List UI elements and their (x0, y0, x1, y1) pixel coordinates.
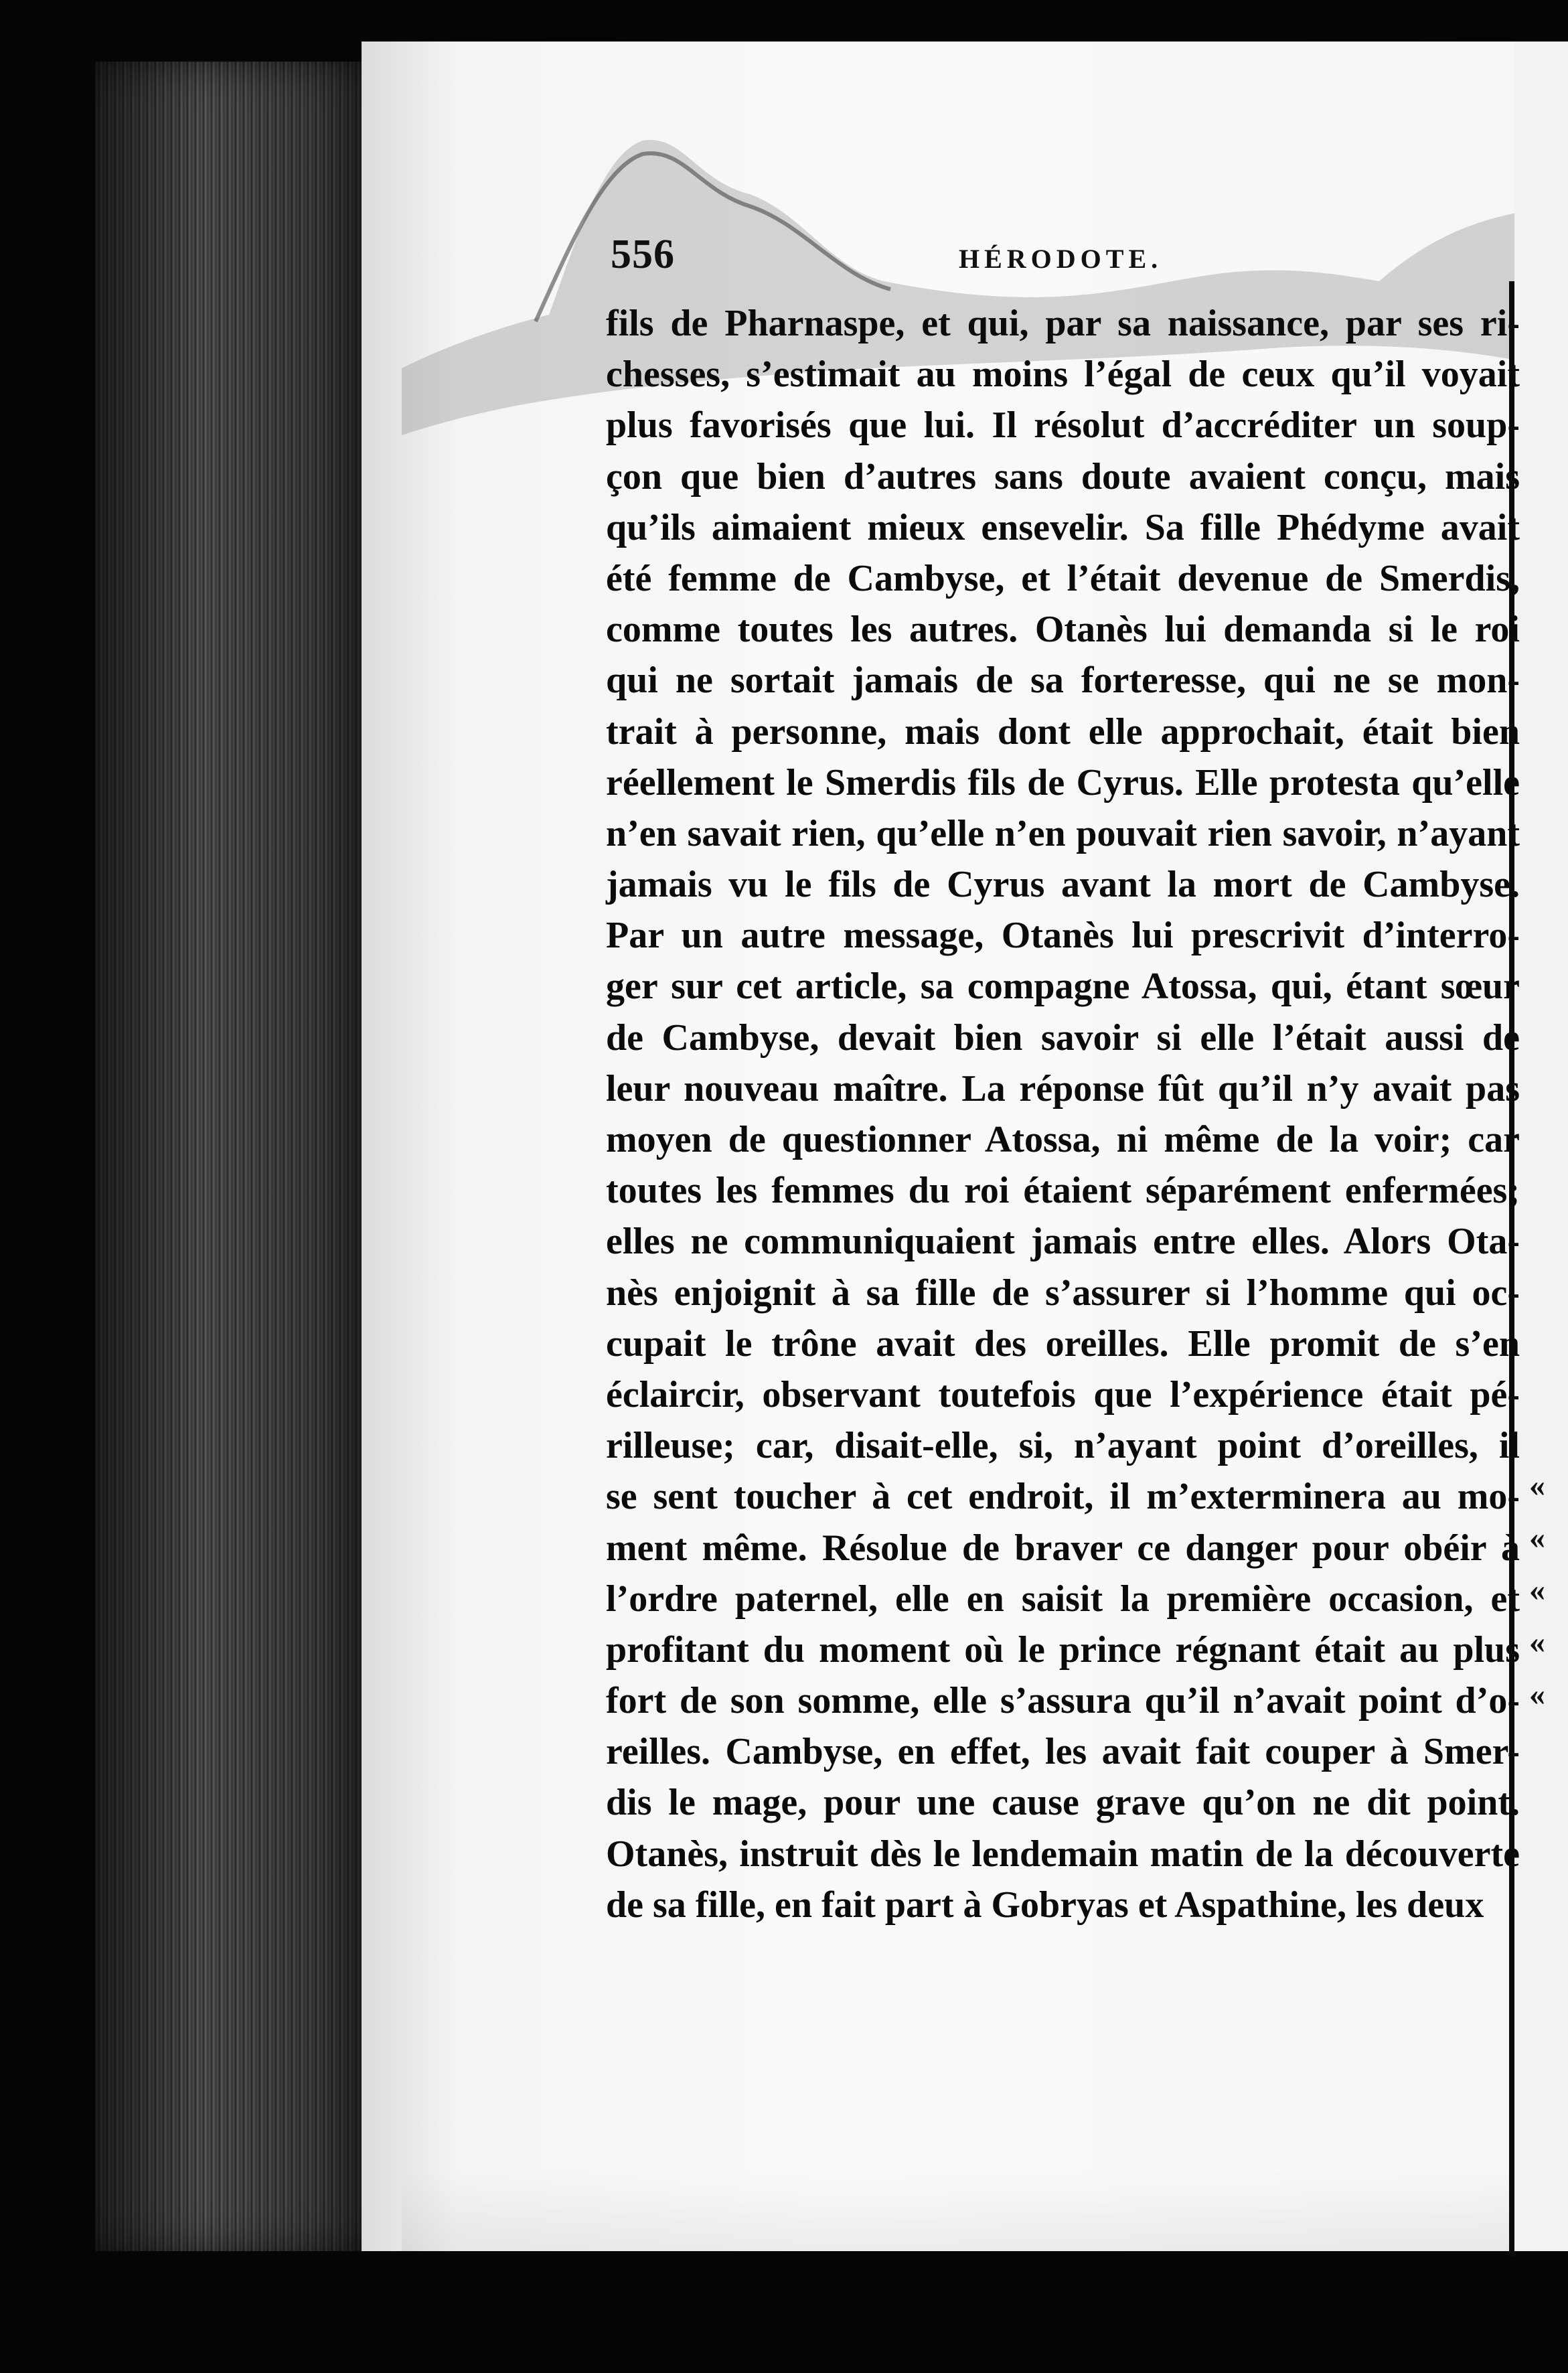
quote-mark: « (1529, 1572, 1545, 1608)
text-line: elles ne communiquaient jamais entre elles. Alors Ota- (606, 1221, 1520, 1263)
running-title: HÉRODOTE. (959, 244, 1163, 274)
facing-page-margin (1514, 42, 1568, 2251)
text-line: rilleuse; car, disait-elle, si, n’ayant point d’oreilles, il (606, 1425, 1520, 1467)
text-line: moyen de questionner Atossa, ni même de la voir; car (606, 1119, 1520, 1160)
facing-page-quote-marks (1529, 1460, 1556, 1721)
text-line: n’en savait rien, qu’elle n’en pouvait rien savoir, n’ayant (606, 812, 1520, 854)
text-line: toutes les femmes du roi étaient séparément enfermées; (606, 1170, 1520, 1212)
text-line: dis le mage, pour une cause grave qu’on ne dit point. (606, 1782, 1520, 1824)
quote-mark: « (1529, 1468, 1545, 1503)
quote-mark: « (1529, 1677, 1545, 1712)
page-edge-shadow (95, 62, 403, 2251)
text-line: Otanès, instruit dès le lendemain matin de la découverte (606, 1833, 1520, 1875)
text-line: se sent toucher à cet endroit, il m’exterminera au mo- (606, 1476, 1520, 1518)
quote-mark: « (1529, 1624, 1545, 1660)
text-line: de sa fille, en fait part à Gobryas et Aspathine, les deux (606, 1884, 1484, 1926)
text-line: comme toutes les autres. Otanès lui demanda si le roi (606, 609, 1520, 651)
text-line: jamais vu le fils de Cyrus avant la mort de Cambyse. (606, 864, 1520, 906)
text-line: reilles. Cambyse, en effet, les avait fait couper à Smer- (606, 1731, 1520, 1773)
text-line: éclaircir, observant toutefois que l’expérience était pé- (606, 1373, 1520, 1415)
text-line: leur nouveau maître. La réponse fût qu’il n’y avait pas (606, 1067, 1520, 1109)
text-line: çon que bien d’autres sans doute avaient conçu, mais (606, 455, 1520, 497)
text-line: ger sur cet article, sa compagne Atossa, qui, étant sœur (606, 966, 1520, 1008)
body-text (606, 298, 1520, 1930)
text-line: plus favorisés que lui. Il résolut d’accréditer un soup- (606, 404, 1520, 447)
text-line: chesses, s’estimait au moins l’égal de ceux qu’il voyait (606, 354, 1520, 396)
text-line: ment même. Résolue de braver ce danger pour obéir à (606, 1527, 1520, 1569)
text-line: l’ordre paternel, elle en saisit la première occasion, et (606, 1578, 1520, 1620)
page-bottom-shade (402, 2169, 1513, 2256)
text-line: cupait le trône avait des oreilles. Elle promit de s’en (606, 1322, 1520, 1365)
text-line: réellement le Smerdis fils de Cyrus. Elle protesta qu’elle (606, 761, 1520, 803)
text-line: trait à personne, mais dont elle approchait, était bien (606, 710, 1520, 753)
text-line: profitant du moment où le prince régnant était au plus (606, 1628, 1520, 1671)
page-number: 556 (611, 232, 675, 277)
text-line: Par un autre message, Otanès lui prescrivit d’interro- (606, 915, 1520, 957)
text-line: nès enjoignit à sa fille de s’assurer si l’homme qui oc- (606, 1272, 1520, 1314)
text-line: qu’ils aimaient mieux ensevelir. Sa fille Phédyme avait (606, 506, 1520, 548)
text-line: fils de Pharnaspe, et qui, par sa naissance, par ses ri- (606, 303, 1520, 344)
quote-mark: « (1529, 1520, 1545, 1555)
text-line: fort de son somme, elle s’assura qu’il n’avait point d’o- (606, 1680, 1520, 1722)
text-line: qui ne sortait jamais de sa forteresse, qui ne se mon- (606, 660, 1520, 702)
page-header (611, 231, 1514, 291)
text-line: de Cambyse, devait bien savoir si elle l’était aussi de (606, 1016, 1520, 1059)
text-line: été femme de Cambyse, et l’était devenue de Smerdis, (606, 557, 1520, 599)
